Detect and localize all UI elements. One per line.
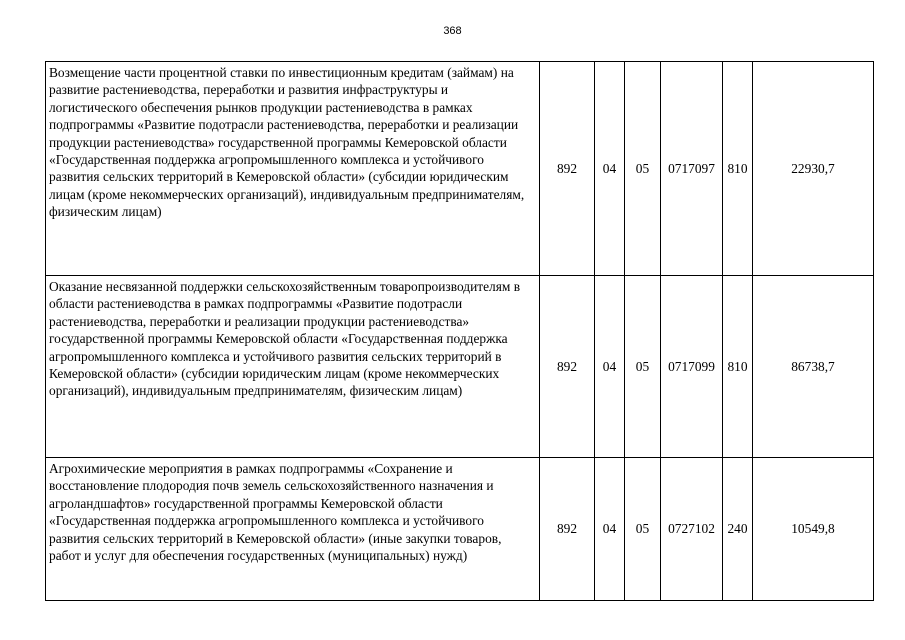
expense-type-cell: 810 xyxy=(723,62,753,276)
amount-cell: 22930,7 xyxy=(753,62,874,276)
target-article-cell: 0717099 xyxy=(661,276,723,458)
subsection-code-cell: 05 xyxy=(625,458,661,601)
table-row xyxy=(46,458,874,601)
table-row xyxy=(46,62,874,276)
row-description: Возмещение части процентной ставки по инвестиционным кредитам (займам) на развитие растениеводства, переработки и развития инфраструктуры и логистического обеспечения рынков продукции растениеводства в рамках подпрограммы «Развитие подотрасли растениеводства, переработки и реализации продукции растениеводства» государственной программы Кемеровской области «Государственная поддержка агропромышленного комплекса и устойчивого развития сельских территорий в Кемеровской области» (субсидии юридическим лицам (кроме некоммерческих организаций), индивидуальным предпринимателям, физическим лицам) xyxy=(46,62,540,276)
ministry-code-cell: 892 xyxy=(540,276,595,458)
subsection-code-cell: 05 xyxy=(625,62,661,276)
amount-cell: 86738,7 xyxy=(753,276,874,458)
budget-table xyxy=(45,61,874,601)
expense-type-cell: 810 xyxy=(723,276,753,458)
target-article-cell: 0717097 xyxy=(661,62,723,276)
ministry-code-cell: 892 xyxy=(540,62,595,276)
section-code-cell: 04 xyxy=(595,62,625,276)
table-row xyxy=(46,276,874,458)
target-article-cell: 0727102 xyxy=(661,458,723,601)
subsection-code-cell: 05 xyxy=(625,276,661,458)
section-code-cell: 04 xyxy=(595,458,625,601)
section-code-cell: 04 xyxy=(595,276,625,458)
row-description: Оказание несвязанной поддержки сельскохозяйственным товаропроизводителям в области растениеводства в рамках подпрограммы «Развитие подотрасли растениеводства, переработки и реализации продукции растениеводства» государственной программы Кемеровской области «Государственная поддержка агропромышленного комплекса и устойчивого развития сельских территорий в Кемеровской области» (субсидии юридическим лицам (кроме некоммерческих организаций), индивидуальным предпринимателям, физическим лицам) xyxy=(46,276,540,458)
ministry-code-cell: 892 xyxy=(540,458,595,601)
page-number: 368 xyxy=(443,25,462,37)
amount-cell: 10549,8 xyxy=(753,458,874,601)
row-description: Агрохимические мероприятия в рамках подпрограммы «Сохранение и восстановление плодородия почв земель сельскохозяйственного назначения и агроландшафтов» государственной программы Кемеровской области «Государственная поддержка агропромышленного комплекса и устойчивого развития сельских территорий в Кемеровской области» (иные закупки товаров, работ и услуг для обеспечения государственных (муниципальных) нужд) xyxy=(46,458,540,601)
expense-type-cell: 240 xyxy=(723,458,753,601)
